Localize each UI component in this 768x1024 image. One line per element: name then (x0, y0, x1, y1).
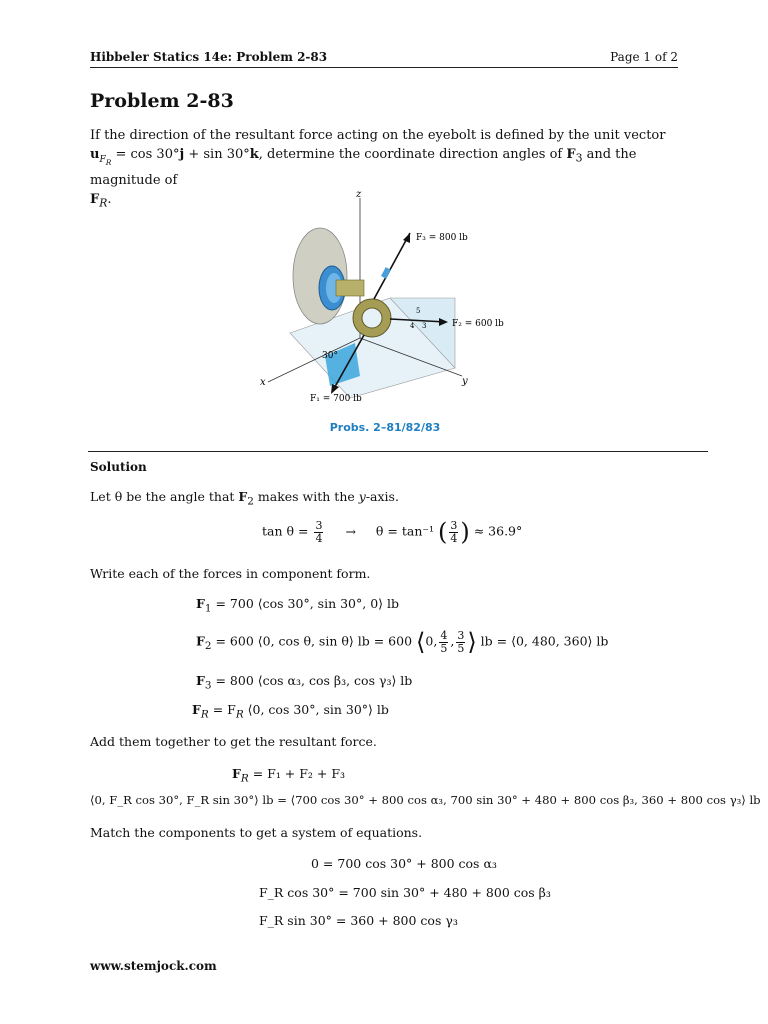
angle-label: 30° (322, 351, 338, 361)
footer-link[interactable]: www.stemjock.com (90, 959, 217, 973)
eyebolt-diagram (250, 188, 520, 438)
eq-fr: $F_R = F_R$ ⟨0, cos 30°, sin 30°⟩ lb (192, 702, 389, 721)
problem-statement: If the direction of the resultant force acting on the eyebolt is defined by the unit vector $u_{F_R} = \cos 30^\circ j + \sin 30^\circ k$, determine the coordinate direction angles of $F_3$ and the magnitude of $F_R$. (90, 128, 666, 210)
eq-f2: $F_2 = 600$ ⟨0, cos θ, sin θ⟩ lb = 600 ⟨0, $\frac{4}{5}$ , $\frac{3}{5}$ ⟩ lb = ⟨0, 480, 360⟩ lb (196, 628, 609, 656)
text-theta-def: Let θ be the angle that $F_2$ makes with the y-axis. (90, 489, 399, 508)
ring-hole (362, 308, 382, 328)
problem-title: Problem 2-83 (90, 90, 234, 112)
text-add-forces: Add them together to get the resultant force. (90, 734, 377, 749)
text-component-form: Write each of the forces in component form. (90, 566, 371, 581)
f1-label: F₁ = 700 lb (310, 394, 362, 404)
f3-label: F₃ = 800 lb (416, 233, 468, 243)
statement-line2a: = cos 30° (111, 147, 180, 162)
statement-line2c: , determine the coordinate direction angles of (258, 147, 567, 162)
figure-caption: Probs. 2–81/82/83 (329, 421, 441, 434)
eq-f3: $F_3 = 800$ ⟨cos α₃, cos β₃, cos γ₃⟩ lb (196, 673, 413, 692)
eq-system-2: F_R cos 30° = 700 sin 30° + 480 + 800 cos β₃ (259, 885, 551, 900)
triangle-3: 3 (422, 322, 427, 330)
solution-heading: Solution (90, 460, 147, 474)
eq-long: ⟨0, F_R cos 30°, F_R sin 30°⟩ lb = ⟨700 cos 30° + 800 cos α₃, 700 sin 30° + 480 + 800 cos β₃, 360 + 800 cos γ₃⟩ lb (90, 793, 761, 807)
eq-system-1: 0 = 700 cos 30° + 800 cos α₃ (311, 856, 497, 871)
page-number: Page 1 of 2 (610, 50, 678, 64)
statement-line2d: and the magnitude of (90, 147, 637, 189)
eq-system-3: F_R sin 30° = 360 + 800 cos γ₃ (259, 913, 458, 928)
eq-sum: $F_R = F_1 + F_2 + F_3$ (232, 766, 346, 785)
axis-y-label: y (462, 376, 468, 387)
triangle-4: 4 (410, 322, 415, 330)
bolt-shank (336, 280, 364, 296)
f3-arrowhead (403, 233, 410, 243)
axis-z-label: z (356, 189, 362, 200)
eyebolt-figure (250, 188, 520, 438)
f1-arrowhead (331, 384, 339, 394)
axis-x-label: x (260, 377, 266, 388)
statement-line3: . (107, 192, 112, 208)
f3-arrow (374, 233, 410, 299)
f2-label: F₂ = 600 lb (452, 319, 504, 329)
statement-line2b: + sin 30° (184, 147, 250, 162)
triangle-5: 5 (416, 307, 421, 315)
eq-f1: $F_1 = 700$ ⟨cos 30°, sin 30°, 0⟩ lb (196, 596, 399, 615)
statement-line1: If the direction of the resultant force acting on the eyebolt is defined by the unit vector (90, 128, 666, 143)
header-title: Hibbeler Statics 14e: Problem 2-83 (90, 50, 328, 64)
page-header (90, 44, 678, 68)
eq-tan-theta: tan θ = $\frac{3}{4}$ → θ = tan⁻¹ ( $\frac{3}{4}$ ) ≈ 36.9° (262, 518, 523, 546)
section-rule (88, 451, 708, 452)
text-match: Match the components to get a system of equations. (90, 825, 423, 840)
